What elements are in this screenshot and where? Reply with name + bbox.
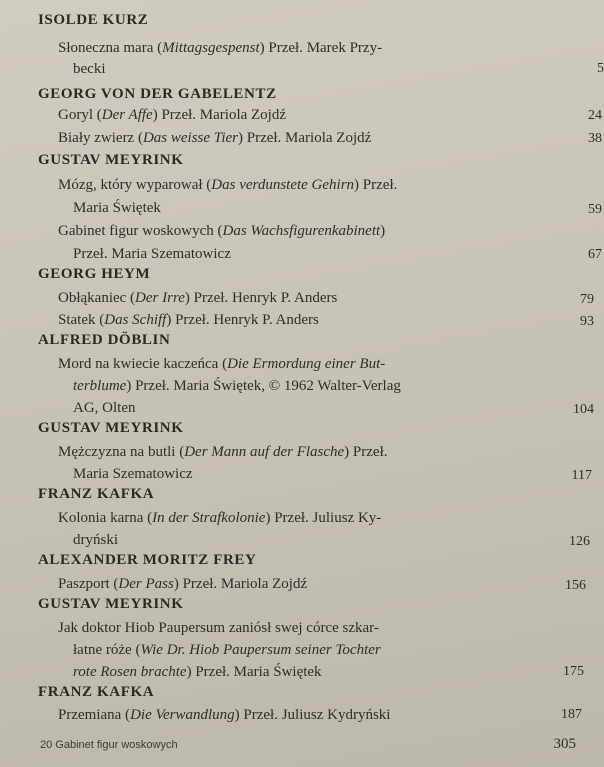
page-number: 126 (569, 534, 590, 549)
entry-continuation: Maria Szematowicz (73, 466, 193, 482)
entry-continuation: dryński (73, 532, 118, 548)
author-heading: GEORG VON DER GABELENTZ (38, 86, 277, 102)
entry-title-line: Gabinet figur woskowych (Das Wachsfigurenkabinett) (58, 223, 386, 239)
page-number: 24 (588, 108, 602, 123)
entry-title-line: Kolonia karna (In der Strafkolonie) Przeł. Juliusz Ky- (58, 510, 382, 526)
page-number: 175 (563, 664, 584, 679)
footer-signature: 20 Gabinet figur woskowych (40, 739, 178, 751)
entry-continuation: Przeł. Maria Szematowicz (73, 246, 231, 262)
page-number: 117 (571, 468, 592, 483)
author-heading: GUSTAV MEYRINK (38, 420, 184, 436)
entry-continuation: AG, Olten (73, 400, 136, 416)
entry-title-line: Mózg, który wyparował (Das verdunstete Gehirn) Przeł. (58, 177, 398, 193)
author-heading: ALFRED DÖBLIN (38, 332, 171, 348)
entry-title-line: Paszport (Der Pass) Przeł. Mariola Zojdź (58, 576, 308, 592)
page-number: 104 (573, 402, 594, 417)
author-heading: ALEXANDER MORITZ FREY (38, 552, 257, 568)
page-number: 79 (580, 292, 594, 307)
entry-title-line: Statek (Das Schiff) Przeł. Henryk P. Anders (58, 312, 319, 328)
entry-continuation: becki (73, 61, 106, 77)
author-heading: FRANZ KAFKA (38, 486, 155, 502)
page-number: 5 (597, 61, 604, 76)
author-heading: GEORG HEYM (38, 266, 151, 282)
entry-title-line: Słoneczna mara (Mittagsgespenst) Przeł. Marek Przy- (58, 40, 383, 56)
entry-continuation: Maria Świętek (73, 200, 161, 216)
entry-title-line: Obłąkaniec (Der Irre) Przeł. Henryk P. Anders (58, 290, 338, 306)
page-number: 38 (588, 131, 602, 146)
author-heading: GUSTAV MEYRINK (38, 596, 184, 612)
author-heading: FRANZ KAFKA (38, 684, 155, 700)
entry-title-line: Goryl (Der Affe) Przeł. Mariola Zojdź (58, 107, 287, 123)
footer-page-number: 305 (553, 736, 576, 752)
page-number: 156 (565, 578, 586, 593)
author-heading: GUSTAV MEYRINK (38, 152, 184, 168)
page-number: 59 (588, 202, 602, 217)
entry-title-line: Biały zwierz (Das weisse Tier) Przeł. Mariola Zojdź (58, 130, 372, 146)
entry-continuation: rote Rosen brachte) Przeł. Maria Świętek (73, 664, 322, 680)
page-number: 187 (561, 707, 582, 722)
entry-continuation: łatne róże (Wie Dr. Hiob Paupersum seiner Tochter (73, 642, 381, 658)
entry-continuation: terblume) Przeł. Maria Świętek, © 1962 Walter-Verlag (73, 378, 401, 394)
page-number: 67 (588, 247, 602, 262)
author-heading: ISOLDE KURZ (38, 12, 149, 28)
entry-title-line: Przemiana (Die Verwandlung) Przeł. Juliusz Kydryński (58, 707, 391, 723)
entry-title-line: Jak doktor Hiob Paupersum zaniósł swej córce szkar- (58, 620, 379, 636)
entry-title-line: Mężczyzna na butli (Der Mann auf der Flasche) Przeł. (58, 444, 388, 460)
page-number: 93 (580, 314, 594, 329)
entry-title-line: Mord na kwiecie kaczeńca (Die Ermordung einer But- (58, 356, 386, 372)
